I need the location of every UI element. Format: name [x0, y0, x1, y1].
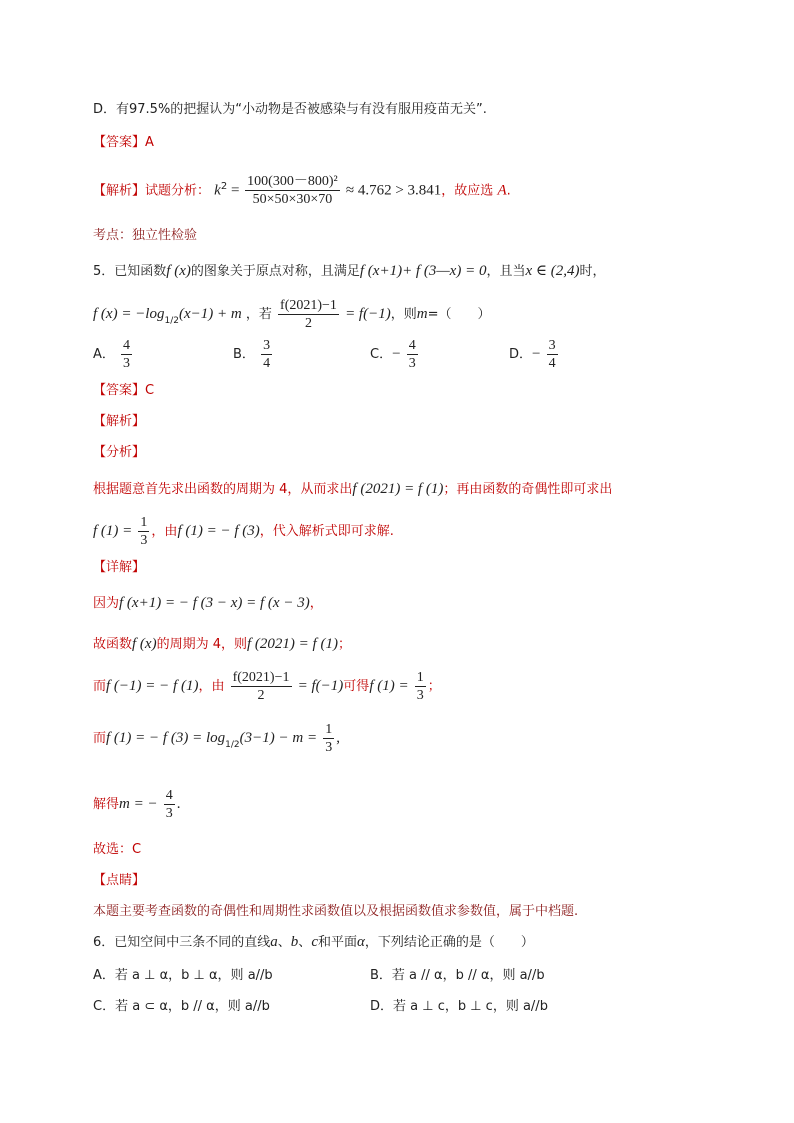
fenxi-text-2: f (1) = $\frac{1}{3}$ ，由f (1) = − f (3)，代入解析式即可求解.: [93, 515, 394, 548]
q5-fraction: $\frac{f(2021)-1}{2}$: [280, 298, 337, 331]
question-6: 6．已知空间中三条不同的直线a、b、c和平面α，下列结论正确的是（ ）: [93, 934, 534, 950]
q5-option-d: D．− $\frac{3}{4}$: [509, 338, 556, 371]
detail-line-1: 因为f (x+1) = − f (3 − x) = f (x − 3)，: [93, 595, 323, 611]
question-5-line-2: f $(x) = -\log_{1/2}(x-1) + m$ ，若 $\frac{f(2021)-1}{2}$ = f(−1)，则m=（ ）: [93, 298, 491, 331]
q6-option-c: C．若 a ⊂ α，b // α，则 a//b: [93, 999, 270, 1014]
fenxi-label: 【分析】: [93, 445, 146, 460]
kaodian: 考点：独立性检验: [93, 228, 198, 243]
q5-option-a: A． $\frac{4}{3}$: [93, 338, 131, 371]
chi-square-fraction: $\frac{\text{100(300－800)²}}{50\times 50\times 30\times 70}$: [247, 174, 338, 208]
q6-option-b: B．若 a // α，b // α，则 a//b: [370, 968, 545, 983]
answer-label-5: 【答案】C: [93, 383, 155, 398]
q6-option-a: A．若 a ⊥ α，b ⊥ α，则 a//b: [93, 968, 273, 983]
option-d-previous: D．有97.5%的把握认为“小动物是否被感染与有没有服用疫苗无关”.: [93, 102, 487, 117]
xiangjie-label: 【详解】: [93, 560, 146, 575]
detail-line-4: 而f (1) = − f $(3) = \log_{1/2}(3-1) - m$ = $\frac{1}{3}$ ,: [93, 722, 340, 755]
dianjing-text: 本题主要考查函数的奇偶性和周期性求函数值以及根据函数值求参数值，属于中档题.: [93, 904, 579, 919]
jiexi-label: 【解析】: [93, 414, 146, 429]
answer-label-1: 【答案】A: [93, 135, 154, 150]
analysis-line-1: 【解析】试题分析： $k^2$ = $\frac{\text{100(300－800)²}}{50\times 50\times 30\times 70}$ ≈ 4.762 > 3.841，故应选 A.: [93, 174, 511, 208]
fenxi-text-1: 根据题意首先求出函数的周期为 4，从而求出f (2021) = f (1)；再由函数的奇偶性即可求出: [93, 481, 613, 497]
guxuan: 故选：C: [93, 842, 142, 857]
detail-line-5: 解得m = − $\frac{4}{3}$ .: [93, 788, 181, 821]
dianjing-label: 【点睛】: [93, 873, 146, 888]
question-5-line-1: 5．已知函数f (x)的图象关于原点对称，且满足f (x+1)+ f (3—x) = 0，且当x ∈ (2,4)时，: [93, 263, 606, 279]
detail-line-2: 故函数f (x)的周期为 4，则f (2021) = f (1)；: [93, 636, 351, 652]
log-base-half: 1/2: [164, 316, 179, 326]
q5-option-c: C．− $\frac{4}{3}$: [370, 338, 416, 371]
q6-option-d: D．若 a ⊥ c，b ⊥ c，则 a//b: [370, 999, 548, 1014]
q5-option-b: B． $\frac{3}{4}$: [233, 338, 271, 371]
detail-line-3: 而f (−1) = − f (1)，由 $\frac{f(2021)-1}{2}$ = f(−1)可得f (1) = $\frac{1}{3}$ ；: [93, 670, 441, 703]
